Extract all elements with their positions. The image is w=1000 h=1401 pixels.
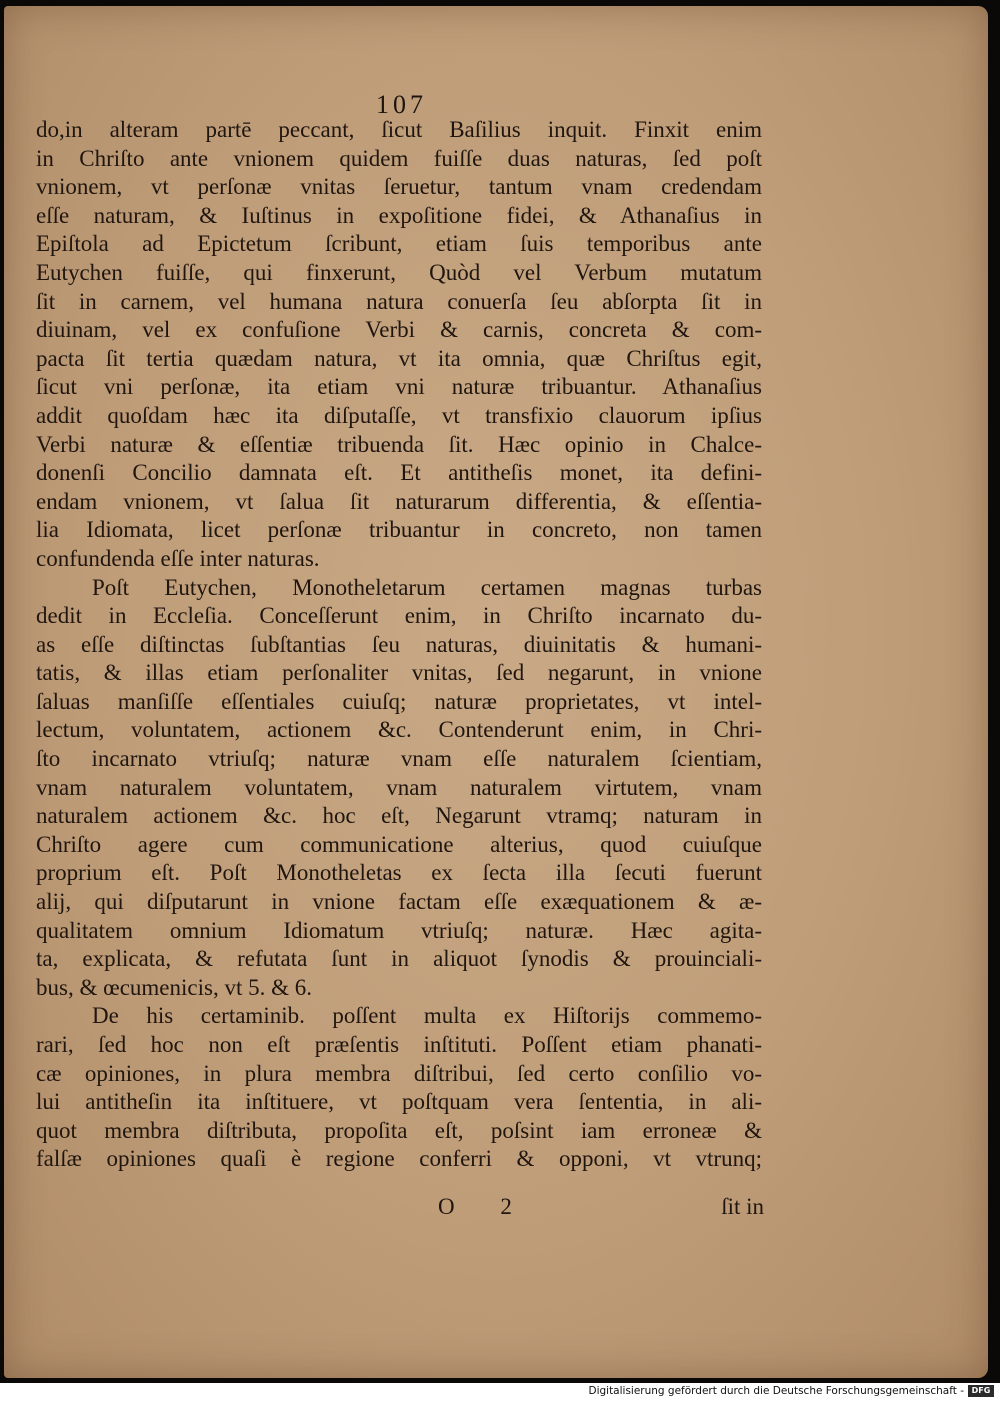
text-line: in Chriſto ante vnionem quidem fuiſſe duas naturas, ſed poſt bbox=[36, 145, 762, 171]
text-line: ſto incarnato vtriuſq; naturæ vnam eſſe naturalem ſcientiam, bbox=[36, 746, 762, 772]
text-line: addit quoſdam hæc ita diſputaſſe, vt transfixio clauorum ipſius bbox=[36, 402, 762, 428]
text-line: pacta ſit tertia quædam natura, vt ita omnia, quæ Chriſtus egit, bbox=[36, 345, 762, 371]
text-line-paragraph-end: confundenda eſſe inter naturas. bbox=[36, 545, 320, 571]
text-line-paragraph-start: De his certaminib. poſſent multa ex Hiſtorijs commemo- bbox=[92, 1003, 762, 1029]
footer-bar bbox=[0, 1383, 1000, 1401]
text-line: dedit in Eccleſia. Conceſſerunt enim, in Chriſto incarnato du- bbox=[36, 603, 762, 629]
text-line: qualitatem omnium Idiomatum vtriuſq; naturæ. Hæc agita- bbox=[36, 917, 762, 943]
catchword: ſit in bbox=[721, 1194, 764, 1219]
text-line: vnionem, vt perſonæ vnitas ſeruetur, tantum vnam credendam bbox=[36, 174, 762, 200]
text-line-paragraph-start: Poſt Eutychen, Monotheletarum certamen magnas turbas bbox=[92, 574, 762, 600]
text-line: lui antitheſin ita inſtituere, vt poſtquam vera ſententia, in ali- bbox=[36, 1089, 762, 1115]
text-line: rari, ſed hoc non eſt præſentis inſtituti. Poſſent etiam phanati- bbox=[36, 1032, 762, 1057]
body-text bbox=[36, 116, 762, 1174]
text-line: endam vnionem, vt ſalua ſit naturarum differentia, & eſſentia- bbox=[36, 488, 762, 514]
text-line: cæ opiniones, in plura membra diſtribui, ſed certo conſilio vo- bbox=[36, 1060, 762, 1086]
book-page bbox=[4, 6, 988, 1378]
text-line: vnam naturalem voluntatem, vnam naturalem virtutem, vnam bbox=[36, 774, 762, 800]
text-line: proprium eſt. Poſt Monotheletas ex ſecta illa ſecuti fuerunt bbox=[36, 860, 762, 886]
text-line: donenſi Concilio damnata eſt. Et antitheſis monet, ita defini- bbox=[36, 460, 762, 486]
text-line: ſicut vni perſonæ, ita etiam vni naturæ tribuantur. Athanaſius bbox=[36, 374, 762, 400]
text-line: diuinam, vel ex confuſione Verbi & carnis, concreta & com- bbox=[36, 317, 762, 343]
text-line: lia Idiomata, licet perſonæ tribuantur in concreto, non tamen bbox=[36, 517, 762, 543]
text-line: lectum, voluntatem, actionem &c. Contenderunt enim, in Chri- bbox=[36, 717, 762, 743]
page-number: 107 bbox=[376, 90, 427, 119]
text-line: falſæ opiniones quaſi è regione conferri & opponi, vt vtrunq; bbox=[36, 1146, 762, 1172]
text-line: naturalem actionem &c. hoc eſt, Negarunt vtramq; naturam in bbox=[36, 803, 762, 829]
text-line: do,in alteram partē peccant, ſicut Baſilius inquit. Finxit enim bbox=[36, 117, 762, 142]
text-line: eſſe naturam, & Iuſtinus in expoſitione fidei, & Athanaſius in bbox=[36, 202, 762, 228]
dfg-logo-icon: DFG bbox=[968, 1385, 994, 1397]
text-line: alij, qui diſputarunt in vnione factam eſſe exæquationem & æ- bbox=[36, 889, 762, 915]
text-line: Chriſto agere cum communicatione alterius, quod cuiuſque bbox=[36, 831, 762, 857]
text-line: quot membra diſtributa, propoſita eſt, poſsint iam erroneæ & bbox=[36, 1117, 762, 1143]
text-line: ta, explicata, & refutata ſunt in aliquot ſynodis & prouinciali- bbox=[36, 946, 762, 972]
signature-mark: O 2 bbox=[438, 1194, 532, 1219]
text-line: Eutychen fuiſſe, qui finxerunt, Quòd vel Verbum mutatum bbox=[36, 259, 762, 285]
text-line: Verbi naturæ & eſſentiæ tribuenda ſit. Hæc opinio in Chalce- bbox=[36, 431, 762, 457]
text-line: as eſſe diſtinctas ſubſtantias ſeu naturas, diuinitatis & humani- bbox=[36, 631, 762, 657]
funding-credit: Digitalisierung gefördert durch die Deutsche Forschungsgemeinschaft - bbox=[588, 1385, 964, 1397]
text-line: ſit in carnem, vel humana natura conuerſa ſeu abſorpta ſit in bbox=[36, 288, 762, 314]
text-line: ſaluas manſiſſe eſſentiales cuiuſq; naturæ proprietates, vt intel- bbox=[36, 688, 762, 714]
text-line: tatis, & illas etiam perſonaliter vnitas, ſed negarunt, in vnione bbox=[36, 660, 762, 686]
text-line-paragraph-end: bus, & œcumenicis, vt 5. & 6. bbox=[36, 974, 312, 1000]
text-line: Epiſtola ad Epictetum ſcribunt, etiam ſuis temporibus ante bbox=[36, 231, 762, 257]
